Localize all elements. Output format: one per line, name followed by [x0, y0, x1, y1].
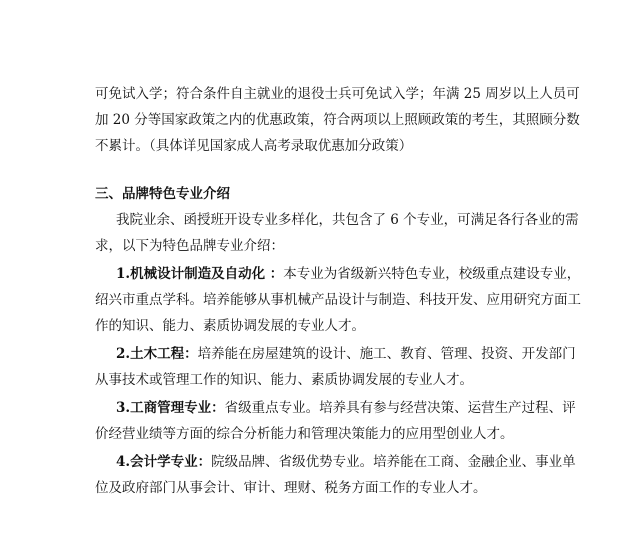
major-2-description-start: 培养能在房屋建筑的设计、施工、教育、管理、投资、开发部门 — [197, 346, 576, 362]
major-1-title: 1.机械设计制造及自动化 ： — [116, 266, 284, 282]
section-heading: 三、品牌特色专业介绍 — [95, 186, 230, 202]
intro-line-1: 可免试入学；符合条件自主就业的退役士兵可免试入学；年满 25 周岁以上人员可 — [95, 86, 580, 102]
major-2-title: 2.土木工程： — [116, 346, 198, 362]
major-2-line-2: 从事技术或管理工作的知识、能力、素质协调发展的专业人才。 — [95, 372, 473, 388]
major-4-title: 4.会计学专业： — [116, 454, 212, 470]
section-paragraph-line-2: 求，以下为特色品牌专业介绍： — [95, 238, 284, 254]
intro-line-3: 不累计。（具体详见国家成人高考录取优惠加分政策） — [95, 138, 413, 154]
major-4-description-start: 院级品牌、省级优势专业。培养能在工商、金融企业、事业单 — [211, 454, 576, 470]
major-3-line-2: 价经营业绩等方面的综合分析能力和管理决策能力的应用型创业人才。 — [95, 426, 514, 442]
major-3-line-1 — [116, 398, 576, 418]
major-1-line-3: 作的知识、能力、素质协调发展的专业人才。 — [95, 318, 365, 334]
major-1-description-start: 本专业为省级新兴特色专业，校级重点建设专业， — [283, 266, 581, 282]
major-3-description-start: 省级重点专业。培养具有参与经营决策、运营生产过程、评 — [224, 400, 576, 416]
major-1-line-2: 绍兴市重点学科。培养能够从事机械产品设计与制造、科技开发、应用研究方面工 — [95, 292, 581, 308]
major-4-line-1 — [116, 452, 576, 472]
intro-line-2: 加 20 分等国家政策之内的优惠政策，符合两项以上照顾政策的考生，其照顾分数 — [95, 112, 580, 128]
major-4-line-2: 位及政府部门从事会计、审计、理财、税务方面工作的专业人才。 — [95, 480, 487, 496]
major-2-line-1 — [116, 344, 576, 364]
section-paragraph-line-1: 我院业余、函授班开设专业多样化，共包含了 6 个专业，可满足各行各业的需 — [116, 212, 579, 228]
major-3-title: 3.工商管理专业： — [116, 400, 225, 416]
major-1-line-1 — [116, 264, 580, 284]
